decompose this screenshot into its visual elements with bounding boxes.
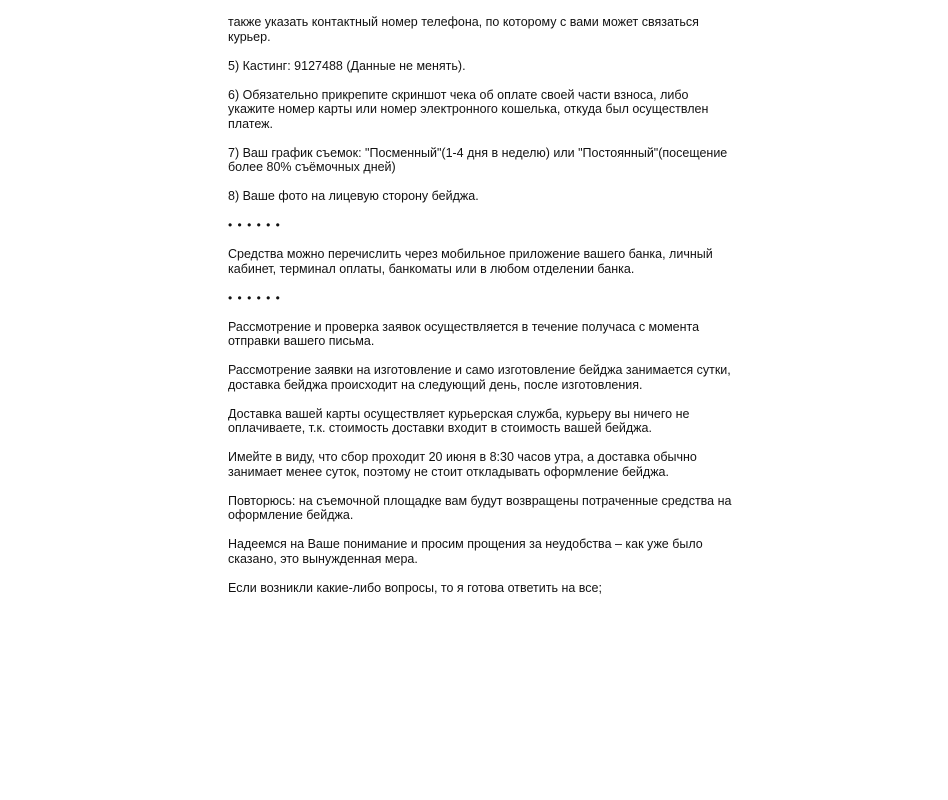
paragraph-schedule-notice: Имейте в виду, что сбор проходит 20 июня в 8:30 часов утра, а доставка обычно занимает менее суток, поэтому не стоит откладывать оформление бейджа. [228,450,697,479]
paragraph-schedule: 7) Ваш график съемок: "Посменный"(1-4 дня в неделю) или "Постоянный"(посещение более 80% съёмочных дней) [228,145,728,174]
paragraph-payment-receipt: 6) Обязательно прикрепите скриншот чека об оплате своей части взноса, либо укажите номер карты или номер электронного кошелька, откуда был осуществлен платеж. [228,87,709,131]
paragraph-manufacturing: Рассмотрение заявки на изготовление и само изготовление бейджа занимается сутки, доставка бейджа происходит на следующий день, после изготовления. [228,363,731,392]
paragraph-payment-methods: Средства можно перечислить через мобильное приложение вашего банка, личный кабинет, терминал оплаты, банкоматы или в любом отделении банка. [228,247,713,276]
separator-dots: • • • • • • [228,290,281,305]
paragraph-apology: Надеемся на Ваше понимание и просим прощения за неудобства – как уже было сказано, это вынужденная мера. [228,537,703,566]
paragraph-questions: Если возникли какие-либо вопросы, то я готова ответить на все; [228,580,602,595]
separator-dots: • • • • • • [228,218,281,232]
paragraph-contact-phone: также указать контактный номер телефона, по которому с вами может связаться курьер. [228,15,699,44]
paragraph-badge-photo: 8) Ваше фото на лицевую сторону бейджа. [228,189,479,203]
paragraph-refund: Повторюсь: на съемочной площадке вам будут возвращены потраченные средства на оформление бейджа. [228,493,732,522]
message-body [228,15,733,610]
paragraph-casting: 5) Кастинг: 9127488 (Данные не менять). [228,58,466,73]
paragraph-review-time: Рассмотрение и проверка заявок осуществляется в течение получаса с момента отправки вашего письма. [228,319,700,348]
paragraph-delivery: Доставка вашей карты осуществляет курьерская служба, курьеру вы ничего не оплачиваете, т.к. стоимость доставки входит в стоимость вашей бейджа. [228,406,690,435]
